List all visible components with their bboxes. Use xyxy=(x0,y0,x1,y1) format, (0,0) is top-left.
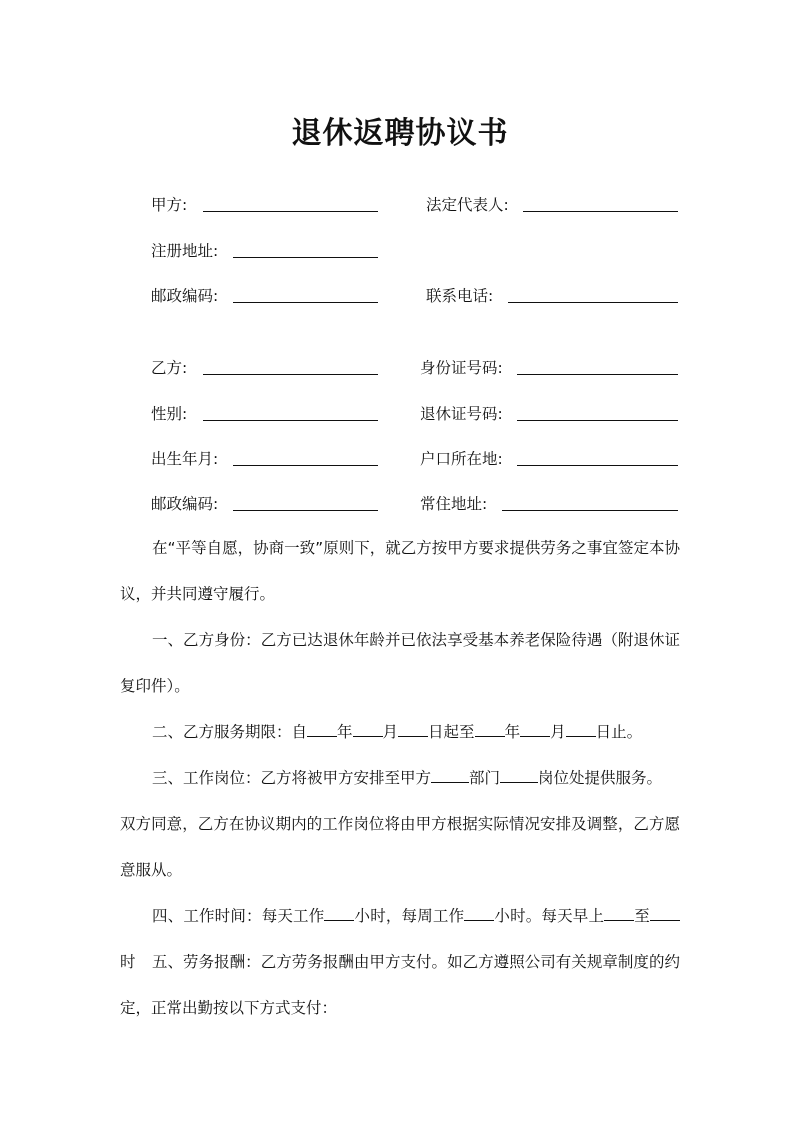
birth-blank[interactable] xyxy=(233,465,378,466)
post-blank[interactable] xyxy=(500,766,538,783)
residence-blank[interactable] xyxy=(502,510,678,511)
representative-label: 法定代表人: xyxy=(426,196,509,214)
intro-paragraph: 在“平等自愿，协商一致”原则下，就乙方按甲方要求提供劳务之事宜签定本协议，并共同遵守履行。 xyxy=(120,539,680,603)
retire-cert-label: 退休证号码: xyxy=(420,405,503,423)
clause-4-to: 至 xyxy=(634,907,650,925)
document-title: 退休返聘协议书 xyxy=(291,116,509,151)
birth-label: 出生年月: xyxy=(151,450,219,468)
clause-3 xyxy=(120,755,680,801)
party-a-postcode-label: 邮政编码: xyxy=(151,287,219,305)
party-b-blank[interactable] xyxy=(203,374,378,375)
id-number-label: 身份证号码: xyxy=(420,359,503,377)
clause-2-year-2: 年 xyxy=(504,723,521,741)
clause-2-day-2: 日止。 xyxy=(595,723,643,741)
clause-3-continuation: 双方同意，乙方在协议期内的工作岗位将由甲方根据实际情况安排及调整，乙方愿意服从。 xyxy=(120,815,680,879)
start-day-blank[interactable] xyxy=(398,720,428,737)
clause-2-day-1: 日起至 xyxy=(428,723,475,741)
start-time-blank[interactable] xyxy=(604,904,634,921)
clause-4-hours-day: 小时，每周工作 xyxy=(354,907,465,925)
party-b-label: 乙方: xyxy=(151,359,188,377)
clause-2 xyxy=(120,709,680,755)
clause-3-post: 岗位处提供服务。 xyxy=(538,769,663,787)
phone-label: 联系电话: xyxy=(426,287,494,305)
residence-label: 常住地址: xyxy=(420,495,488,513)
clause-4-end: 时 xyxy=(120,953,136,971)
party-a-postcode-blank[interactable] xyxy=(233,302,378,303)
hukou-label: 户口所在地: xyxy=(420,450,503,468)
weekly-hours-blank[interactable] xyxy=(464,904,494,921)
phone-blank[interactable] xyxy=(508,302,678,303)
hukou-blank[interactable] xyxy=(517,465,678,466)
clause-5: 五、劳务报酬：乙方劳务报酬由甲方支付。如乙方遵照公司有关规章制度的约定，正常出勤按以下方式支付： xyxy=(120,953,680,1017)
daily-hours-blank[interactable] xyxy=(324,904,354,921)
clause-3-dept: 部门 xyxy=(469,769,501,787)
clause-2-year-1: 年 xyxy=(337,723,353,741)
party-b-postcode-blank[interactable] xyxy=(233,510,378,511)
clause-1: 一、乙方身份：乙方已达退休年龄并已依法享受基本养老保险待遇（附退休证复印件）。 xyxy=(120,631,680,695)
party-a-label: 甲方: xyxy=(151,196,188,214)
clause-2-month-2: 月 xyxy=(550,723,566,741)
party-a-blank[interactable] xyxy=(203,211,378,212)
end-month-blank[interactable] xyxy=(520,720,550,737)
clause-2-prefix: 二、乙方服务期限：自 xyxy=(152,723,308,741)
clause-4-prefix: 四、工作时间：每天工作 xyxy=(152,907,325,925)
clause-3-prefix: 三、工作岗位：乙方将被甲方安排至甲方 xyxy=(152,769,432,787)
registered-address-blank[interactable] xyxy=(233,257,378,258)
gender-label: 性别: xyxy=(151,405,188,423)
representative-blank[interactable] xyxy=(523,211,678,212)
end-year-blank[interactable] xyxy=(475,720,505,737)
clause-2-month-1: 月 xyxy=(382,723,399,741)
end-day-blank[interactable] xyxy=(566,720,596,737)
start-month-blank[interactable] xyxy=(353,720,383,737)
end-time-blank[interactable] xyxy=(650,904,680,921)
gender-blank[interactable] xyxy=(203,420,378,421)
department-blank[interactable] xyxy=(431,766,469,783)
party-b-postcode-label: 邮政编码: xyxy=(151,495,219,513)
retire-cert-blank[interactable] xyxy=(517,420,678,421)
clause-4-hours-week: 小时。每天早上 xyxy=(494,907,605,925)
start-year-blank[interactable] xyxy=(307,720,337,737)
registered-address-label: 注册地址: xyxy=(151,242,219,260)
id-number-blank[interactable] xyxy=(517,374,678,375)
